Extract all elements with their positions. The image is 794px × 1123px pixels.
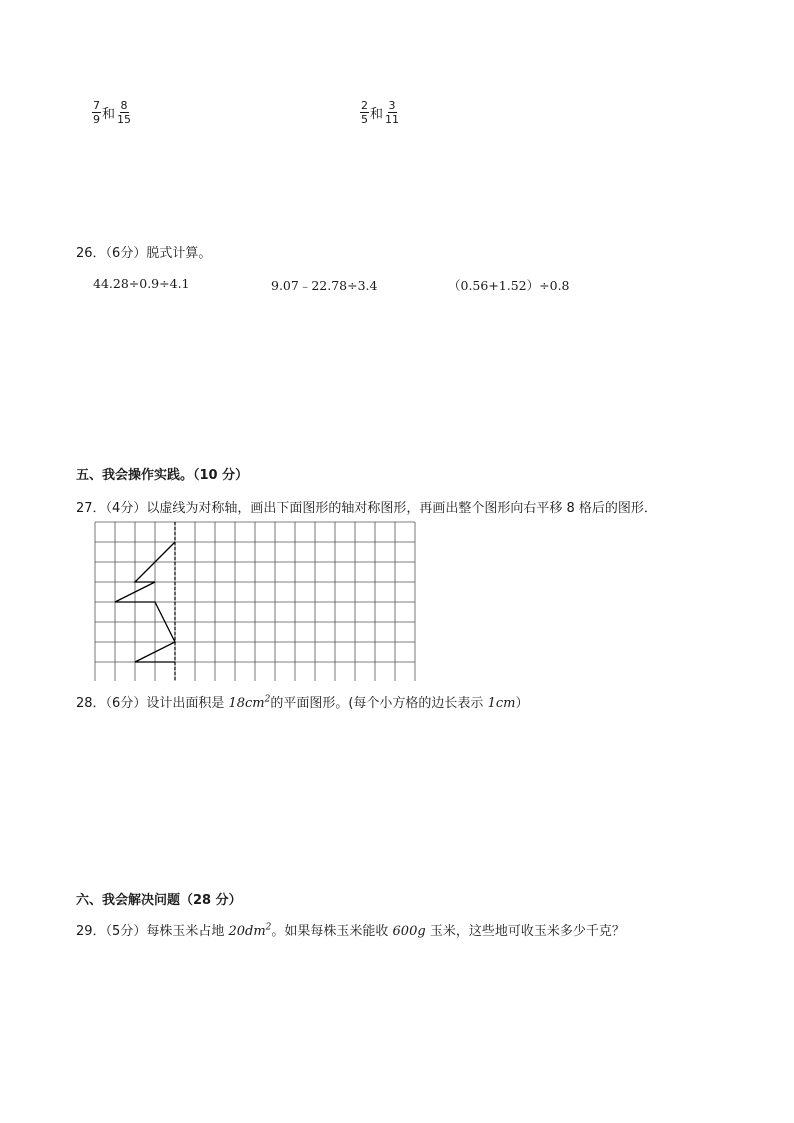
question-27-label: 27．（4分）以虚线为对称轴，画出下面图形的轴对称图形，再画出整个图形向右平移 8 格后的图形． bbox=[76, 501, 657, 516]
fraction-7-9: $\frac{7}{9}$ bbox=[93, 99, 100, 126]
yield-per-plant: 600g bbox=[392, 924, 426, 939]
symmetry-grid bbox=[94, 521, 418, 681]
fraction-2-5: $\frac{2}{5}$ bbox=[361, 99, 368, 126]
section-6-title: 六、我会解决问题（28 分） bbox=[76, 893, 242, 908]
fraction-pair-2: $\frac{2}{5}$ 和 $\frac{3}{11}$ bbox=[361, 99, 400, 126]
area-per-plant: $20dm^2$ bbox=[228, 922, 272, 939]
fraction-pair-1: $\frac{7}{9}$ 和 $\frac{8}{15}$ bbox=[93, 99, 132, 126]
section-5-title: 五、我会操作实践。（10 分） bbox=[76, 468, 249, 483]
expression-2: 9.07﹣22.78÷3.4 bbox=[271, 278, 378, 293]
area-value: $18cm^2$ bbox=[228, 694, 271, 711]
expression-1: 44.28÷0.9÷4.1 bbox=[93, 276, 190, 291]
question-28-label: 28．（6分）设计出面积是 $18cm^2$的平面图形。(每个小方格的边长表示 1cm） bbox=[76, 694, 529, 711]
fraction-3-11: $\frac{3}{11}$ bbox=[385, 99, 400, 126]
question-29-label: 29．（5分）每株玉米占地 $20dm^2$。如果每株玉米能收 600g 玉米，这些地可收玉米多少千克？ bbox=[76, 922, 625, 939]
question-26-label: 26．（6分）脱式计算。 bbox=[76, 246, 212, 261]
edge-length: 1cm bbox=[487, 696, 516, 711]
fraction-8-15: $\frac{8}{15}$ bbox=[117, 99, 132, 126]
expression-3: （0.56+1.52）÷0.8 bbox=[448, 278, 570, 293]
